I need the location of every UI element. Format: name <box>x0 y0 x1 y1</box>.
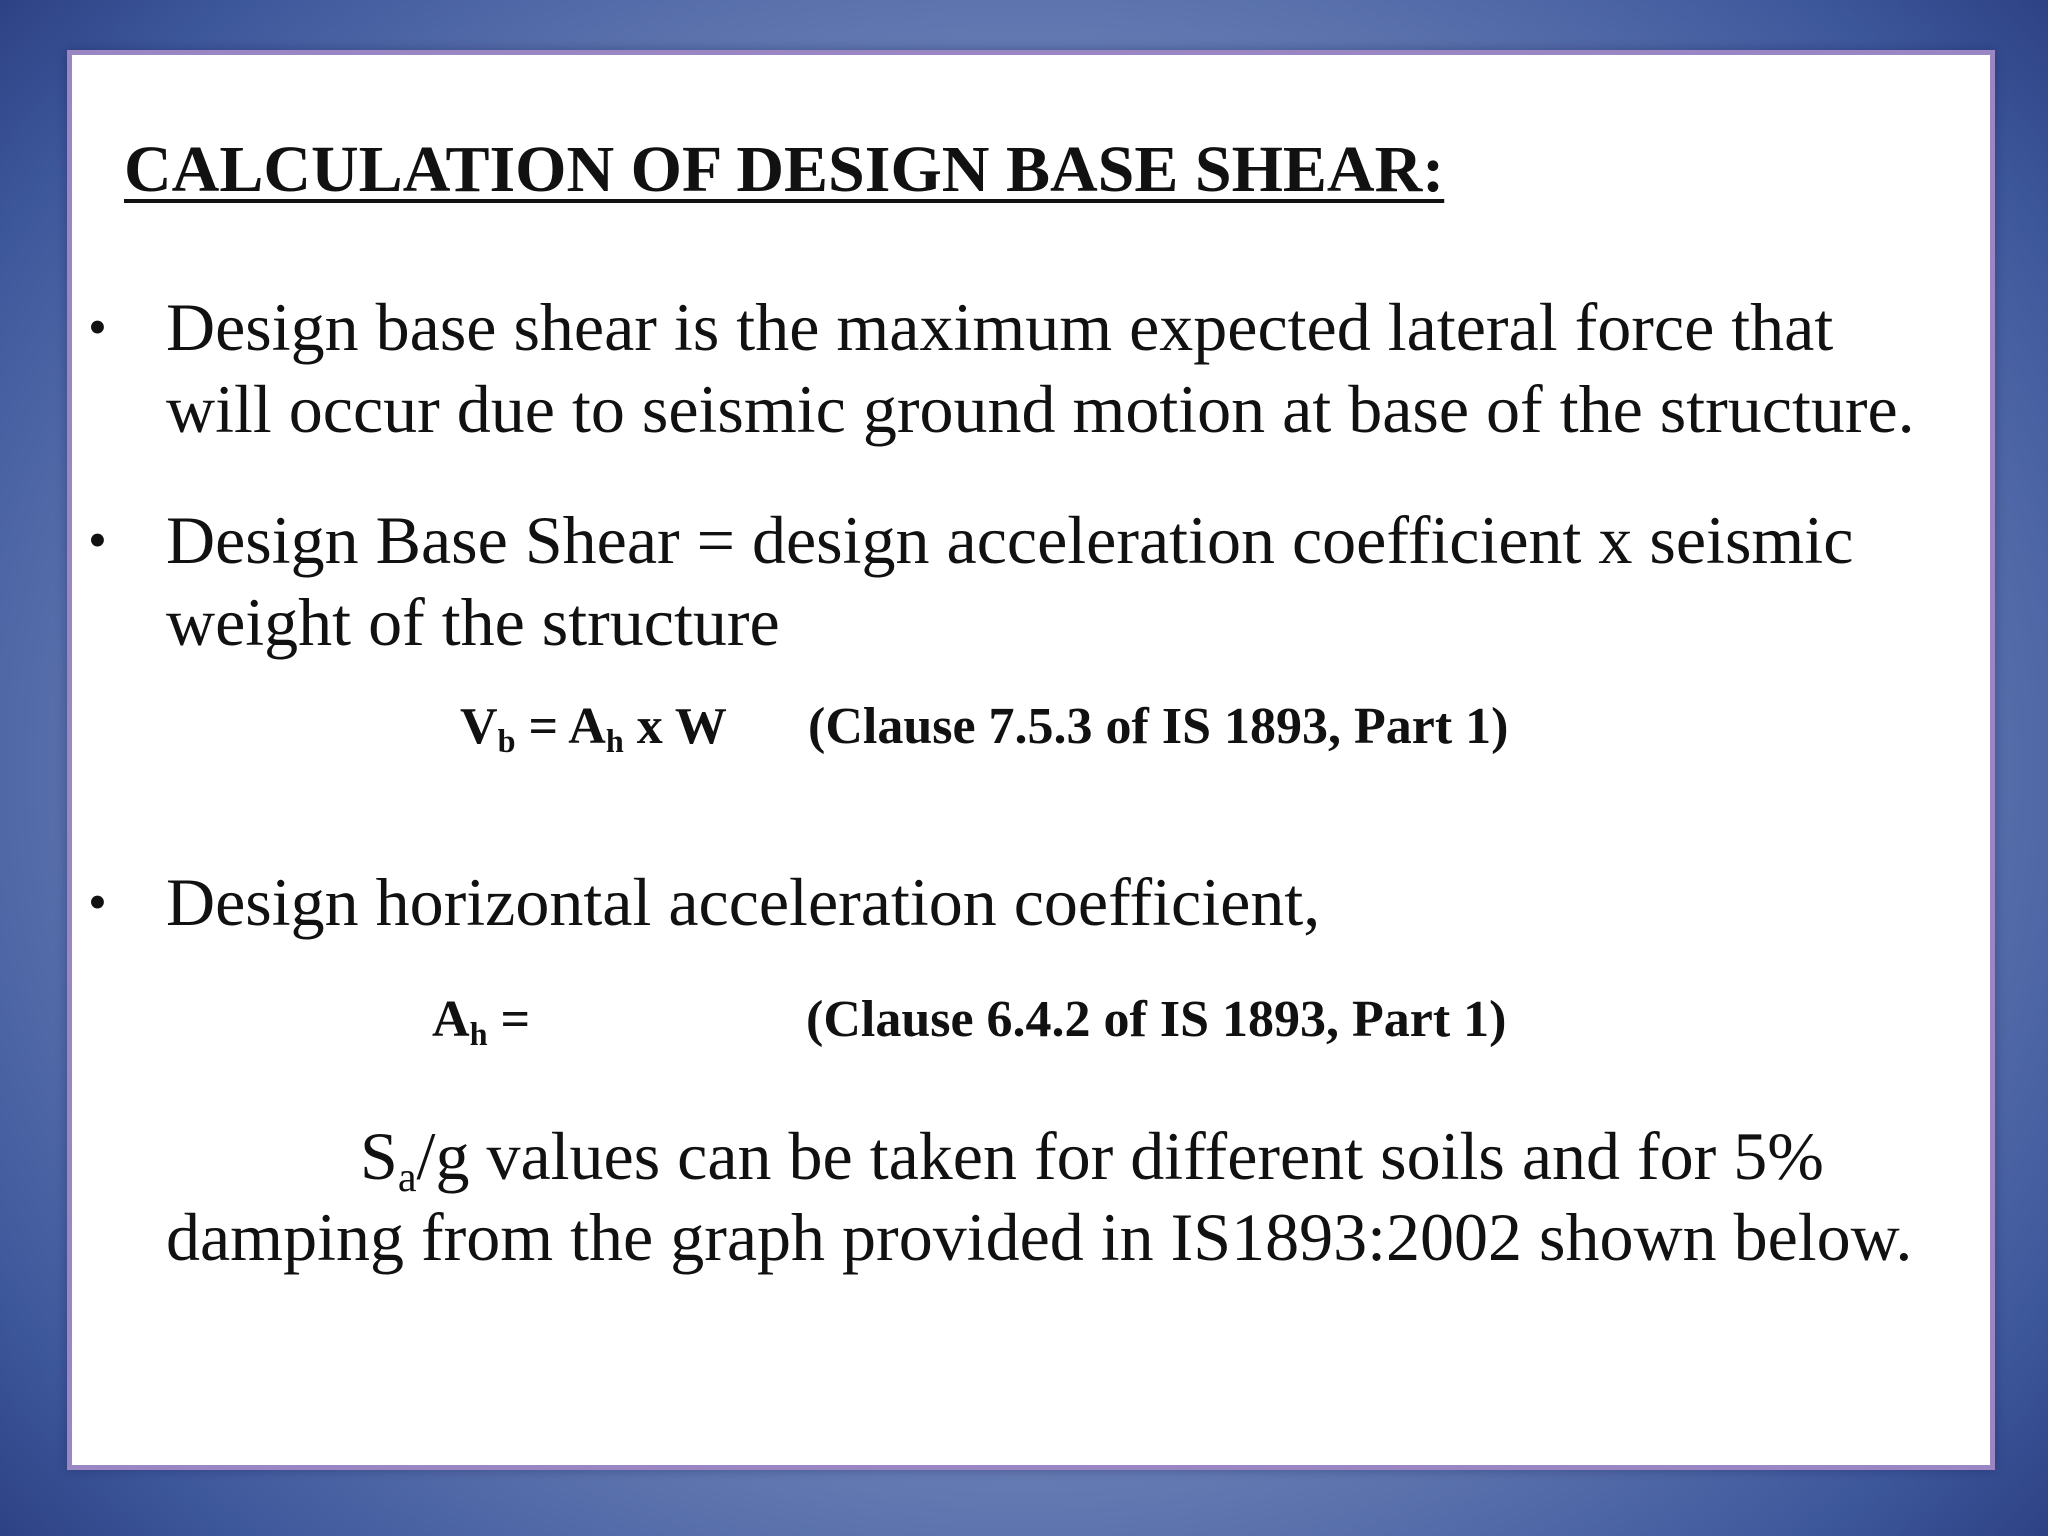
formula-symbol-v: V <box>460 698 498 755</box>
formula-symbol-a: A <box>432 991 470 1048</box>
sa-g-note-line-1 <box>360 1115 1824 1201</box>
formula-symbol-w: x W <box>623 698 727 755</box>
acceleration-coefficient-formula <box>432 985 530 1055</box>
note-line-1-text: /g values can be taken for different soils and for 5% <box>416 1118 1824 1194</box>
base-shear-formula <box>460 692 727 762</box>
note-subscript-a: a <box>397 1153 417 1201</box>
formula-symbol-a: = A <box>515 698 606 755</box>
note-symbol-s: S <box>360 1118 398 1194</box>
bullet-1-line-1: Design base shear is the maximum expected lateral force that <box>166 289 1834 365</box>
bullet-3-line-1: Design horizontal acceleration coefficient, <box>166 864 1321 940</box>
formula-subscript-h: h <box>469 1016 488 1053</box>
formula-subscript-b: b <box>497 723 516 760</box>
bullet-1-line-2: will occur due to seismic ground motion at base of the structure. <box>166 371 1915 447</box>
bullet-2-line-2: weight of the structure <box>166 584 780 660</box>
clause-reference-7-5-3: (Clause 7.5.3 of IS 1893, Part 1) <box>808 698 1509 755</box>
formula-subscript-h: h <box>605 723 624 760</box>
formula-equals: = <box>487 991 531 1048</box>
slide-title: CALCULATION OF DESIGN BASE SHEAR: <box>124 133 1445 206</box>
bullet-marker: • <box>88 872 107 932</box>
bullet-marker: • <box>88 297 107 357</box>
sa-g-note-line-2: damping from the graph provided in IS1893:2002 shown below. <box>166 1199 1913 1275</box>
clause-reference-6-4-2: (Clause 6.4.2 of IS 1893, Part 1) <box>806 991 1507 1048</box>
bullet-2-line-1: Design Base Shear = design acceleration coefficient x seismic <box>166 502 1854 578</box>
bullet-marker: • <box>88 510 107 570</box>
